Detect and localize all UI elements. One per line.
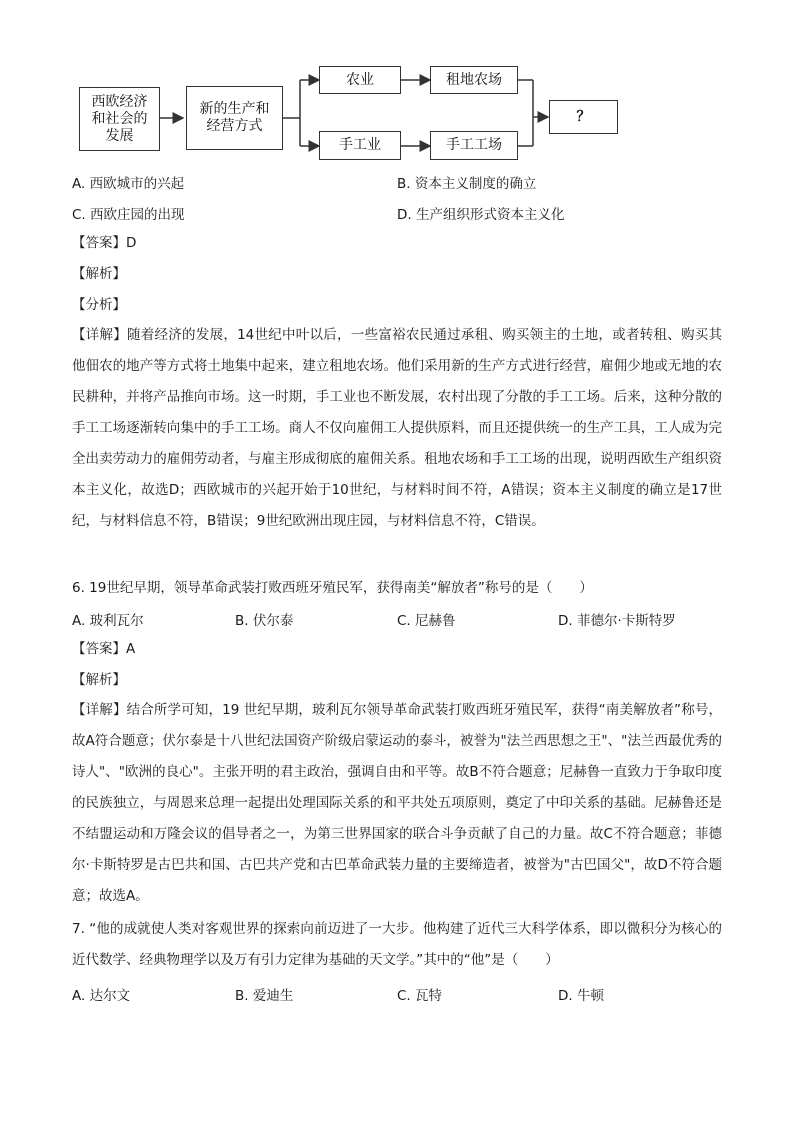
- box-question-mark: ？: [549, 100, 618, 134]
- q5-option-a: A. 西欧城市的兴起: [72, 176, 185, 192]
- box-western-europe-development: 西欧经济 和社会的 发展: [79, 87, 160, 151]
- box-handicraft-workshop: 手工工场: [430, 131, 518, 160]
- q5-option-c: C. 西欧庄园的出现: [72, 207, 185, 223]
- q7-option-b: B. 爱迪生: [235, 988, 294, 1004]
- box-handicraft: 手工业: [319, 131, 401, 160]
- q7-option-d: D. 牛顿: [558, 988, 604, 1004]
- q5-jiexi-label: 【解析】: [72, 266, 126, 282]
- q6-option-c: C. 尼赫鲁: [397, 613, 456, 629]
- q6-answer: 【答案】A: [72, 641, 136, 657]
- flow-diagram: [0, 0, 794, 170]
- q7-option-c: C. 瓦特: [397, 988, 443, 1004]
- box-rent-farm: 租地农场: [430, 66, 518, 94]
- q7-option-a: A. 达尔文: [72, 988, 131, 1004]
- q5-fenxi-label: 【分析】: [72, 297, 126, 313]
- q5-option-b: B. 资本主义制度的确立: [397, 176, 537, 192]
- q5-answer: 【答案】D: [72, 235, 137, 251]
- q5-option-d: D. 生产组织形式资本主义化: [397, 207, 565, 223]
- box-new-production-method: 新的生产和 经营方式: [186, 86, 283, 150]
- q6-stem: 6. 19世纪早期，领导革命武装打败西班牙殖民军，获得南美“解放者”称号的是（ ）: [72, 580, 593, 596]
- q6-detail: 【详解】结合所学可知，19 世纪早期，玻利瓦尔领导革命武装打败西班牙殖民军，获得“南美解放者”称号，故A符合题意；伏尔泰是十八世纪法国资产阶级启蒙运动的泰斗，被誉为"法兰西思想之王"、"法兰西最优秀的诗人"、"欧洲的良心"。主张开明的君主政治，强调自由和平等。故B不符合题意；尼赫鲁一直致力于争取印度的民族独立，与周恩来总理一起提出处理国际关系的和平共处五项原则，奠定了中印关系的基础。尼赫鲁还是不结盟运动和万隆会议的倡导者之一，为第三世界国家的联合斗争贡献了自己的力量。故C不符合题意；菲德尔·卡斯特罗是古巴共和国、古巴共产党和古巴革命武装力量的主要缔造者，被誉为"古巴国父"，故D不符合题意；故选A。: [72, 702, 722, 904]
- q6-option-d: D. 菲德尔·卡斯特罗: [558, 613, 676, 629]
- q7-stem: 7. “他的成就使人类对客观世界的探索向前迈进了一大步。他构建了近代三大科学体系，即以微积分为核心的近代数学、经典物理学以及万有引力定律为基础的天文学。”其中的“他”是（ ）: [72, 921, 722, 968]
- q6-jiexi-label: 【解析】: [72, 672, 126, 688]
- q6-option-b: B. 伏尔泰: [235, 613, 294, 629]
- q6-option-a: A. 玻利瓦尔: [72, 613, 144, 629]
- box-agriculture: 农业: [319, 66, 401, 94]
- q5-detail: 【详解】随着经济的发展，14世纪中叶以后，一些富裕农民通过承租、购买领主的土地，或者转租、购买其他佃农的地产等方式将土地集中起来，建立租地农场。他们采用新的生产方式进行经营，雇佣少地或无地的农民耕种，并将产品推向市场。这一时期，手工业也不断发展，农村出现了分散的手工工场。后来，这种分散的手工工场逐渐转向集中的手工工场。商人不仅向雇佣工人提供原料，而且还提供统一的生产工具，工人成为完全出卖劳动力的雇佣劳动者，与雇主形成彻底的雇佣关系。租地农场和手工工场的出现，说明西欧生产组织资本主义化，故选D；西欧城市的兴起开始于10世纪，与材料时间不符，A错误；资本主义制度的确立是17世纪，与材料信息不符，B错误；9世纪欧洲出现庄园，与材料信息不符，C错误。: [72, 327, 722, 529]
